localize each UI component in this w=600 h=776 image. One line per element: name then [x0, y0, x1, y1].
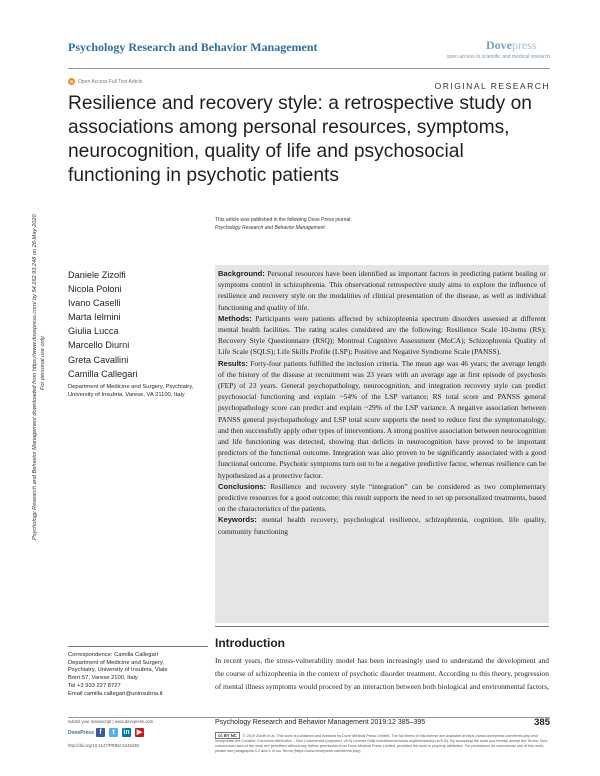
open-access-text: Open Access Full Text Article: [78, 78, 143, 85]
sidebar-line2: For personal use only.: [39, 335, 46, 390]
methods-label: Methods:: [218, 313, 252, 323]
submit-manuscript-link[interactable]: submit your manuscript | www.dovepress.com: [68, 719, 154, 724]
correspondence-line: Tel +3 933 227 8727: [68, 682, 121, 689]
footer-dovepress-logo[interactable]: DovePress: [68, 730, 94, 736]
page-number: 385: [534, 717, 550, 728]
author-list: [68, 268, 137, 381]
license-body: © 2019 Zizolfi et al. This work is published and licensed by Dove Medical Press Limited. The full terms of this license are available at https://www.dovepress.com/terms.php and incorporate the Creative Commons Attribution – Non Commercial (unported, v3.0) License (http://creativecommons.org/licenses/by-nc/3.0/). By accessing the work you hereby accept the Terms. Non-commercial uses of the work are permitted without any further permission from Dove Medical Press Limited, provided the work is properly attributed. For permission for commercial use of this work, please see paragraphs 4.2 and 5 of our Terms (https://www.dovepress.com/terms.php).: [215, 734, 549, 753]
abstract-methods: [218, 313, 546, 358]
results-text: Forty-four patients fulfilled the inclusion criteria. The mean age was 46 years; the average length of the history of the disease at recruitment was 23 years with an average age at first episode of psychosis (FEP) of 23 years. General psychopathology, neurocognition, and integration recovery style can predict psychosocial functioning and explain ~54% of the LSP variance; RS total score and PANSS general psychopathology score can predict and explain ~29% of the LSP variance. A negative association between PANSS general psychopathology and LSP total score supports the need to reduce first the symptomatology, and then successfully apply other types of interventions. A strong positive association between neurocognition and life functioning was detected, showing that deficits in neurocognition have proved to be important predictors of the functional outcome. Integration was also proven to be significantly associated with a good functional outcome. Psychotic symptoms turn out to be a negative predictive factor, whereas resilience can be hypothesized as a protective factor.: [218, 358, 547, 480]
abstract-keywords: [218, 514, 546, 536]
publication-note-journal: Psychology Research and Behavior Management: [215, 225, 325, 231]
article-type: ORIGINAL RESEARCH: [434, 81, 550, 91]
author: Nicola Poloni: [68, 284, 122, 295]
correspondence-line: Correspondence: Camilla Callegari: [68, 652, 158, 658]
social-links: [96, 728, 144, 737]
conclusions-label: Conclusions:: [218, 481, 267, 491]
correspondence-block: [68, 652, 208, 698]
footer-divider: [68, 717, 550, 718]
license-text: [215, 732, 549, 754]
open-access-icon: a: [68, 78, 75, 85]
author: Marcello Diurni: [68, 340, 130, 351]
keywords-label: Keywords:: [218, 515, 257, 525]
header-divider: [68, 68, 550, 69]
twitter-icon[interactable]: t: [109, 728, 118, 737]
publisher-suffix: press: [512, 38, 537, 52]
correspondence-line: Borri 57, Varese 2100, Italy: [68, 675, 138, 682]
publisher-logo[interactable]: [486, 38, 537, 53]
background-label: Background:: [218, 269, 265, 278]
journal-name: Psychology Research and Behavior Management: [68, 40, 318, 54]
results-label: Results:: [218, 358, 248, 368]
author: Camilla Callegari: [68, 368, 138, 379]
author: Marta Ielmini: [68, 312, 121, 323]
correspondence-email[interactable]: Email camilla.callegari@uninsubria.it: [68, 690, 163, 697]
introduction-heading: Introduction: [215, 636, 285, 650]
conclusions-text: Resilience and recovery style “integration” can be considered as two complementary predictive resources for a good outcome; this result supports the need to set up personalized treatments, based on the characteristics of the patients.: [218, 481, 547, 514]
author: Ivano Caselli: [68, 298, 121, 309]
doi-link[interactable]: http://doi.org/10.2147/PRBM.S245438: [68, 743, 139, 748]
sidebar-line1: Psychology Research and Behavior Management downloaded from https://www.dovepress.com/ by 54.162.93.248 on 26-May-2020: [32, 214, 38, 540]
download-sidebar: [32, 214, 47, 540]
correspondence-line: Psychiatry, University of Insubria, Viale: [68, 667, 168, 674]
abstract-background: [218, 268, 546, 313]
youtube-icon[interactable]: ▶: [136, 729, 143, 736]
facebook-icon[interactable]: f: [96, 728, 105, 737]
correspondence-divider: [68, 646, 208, 647]
correspondence-line: Department of Medicine and Surgery,: [68, 659, 164, 666]
author: Giulia Lucca: [68, 326, 119, 337]
publisher-tagline: open access to scientific and medical research: [446, 54, 550, 60]
abstract-conclusions: [218, 481, 546, 515]
publisher-main: Dove: [486, 38, 512, 52]
affiliation: Department of Medicine and Surgery, Psychiatry, University of Insubria, Varese, VA 21100, Italy: [68, 384, 194, 398]
abstract-results: [218, 358, 546, 481]
methods-text: Participants were patients affected by schizophrenia spectrum disorders assessed at different mental health facilities. The rating scales considered are the following: Resilience Scale 10-items (RS); Recovery Style Questionnaire (RSQ); Montreal Cognitive Assessment (MoCA); Schizophrenia Quality of Life Scale (SQLS); Life Skills Profile (LSP); Positive and Negative Syndrome Scale (PANSS).: [218, 313, 547, 357]
introduction-text: In recent years, the stress-vulnerability model has been increasingly used to understand the development and the course of schizophrenia in the context of psychotic disorder treatment. According to this theory, progression of mental illness symptoms would proceed by an interaction between both biological and environmental factors,: [215, 656, 549, 691]
publication-note-line1: This article was published in the following Dove Press journal:: [215, 217, 352, 223]
footer-citation: Psychology Research and Behavior Management 2019:12 385–395: [215, 719, 426, 726]
publication-note: [215, 216, 352, 232]
linkedin-icon[interactable]: in: [123, 729, 130, 736]
cc-license-icon[interactable]: cc BY NC: [215, 732, 240, 739]
author: Daniele Zizolfi: [68, 270, 126, 280]
author: Greta Cavallini: [68, 354, 129, 365]
abstract-box: [215, 265, 549, 623]
open-access-label: [68, 78, 142, 85]
keywords-text: mental health recovery, psychological resilience, schizophrenia, cognition, life quality, community functioning: [218, 515, 546, 536]
article-title: Resilience and recovery style: a retrospective study on associations among personal resources, symptoms, neurocognition, quality of life and psychosocial functioning in psychotic patients: [68, 93, 532, 186]
background-text: Personal resources have been identified as important factors in predicting patient healing or symptoms control in schizophrenia. This observational retrospective study aims to explore the influence of resilience and recovery style on the modalities of clinical presentation of the disease, as well as individual functioning and quality of life.: [218, 269, 547, 312]
introduction-divider: [215, 626, 549, 627]
